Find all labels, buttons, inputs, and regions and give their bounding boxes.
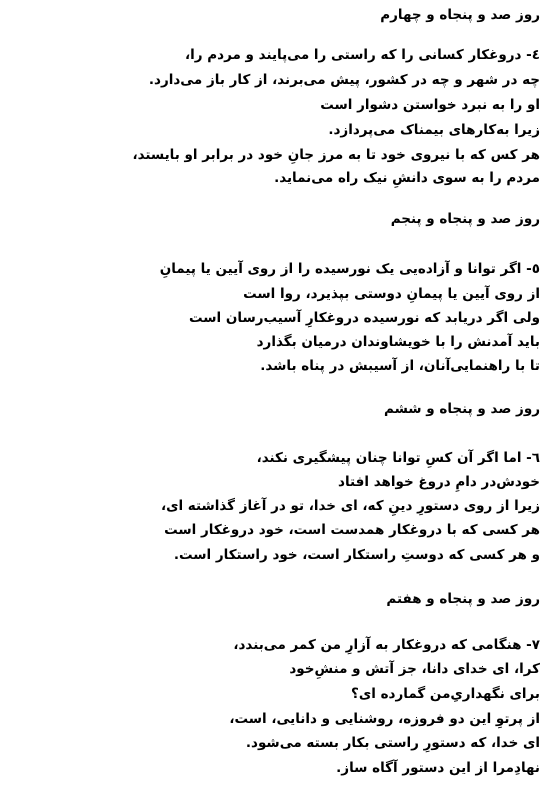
verse-line: زیرا از روی دستورِ دینِ که، ای خدا، تو در آغاز گذاشته ای، (160, 498, 540, 514)
verse-line: کرا، ای خدای دانا، جز آتش و منشِ‌خود (289, 661, 540, 677)
section-heading: روز صد و پنجاه و چهارم (380, 7, 540, 23)
verse-line: مردم را به سوی دانشِ نیک راه می‌نماید. (274, 170, 540, 186)
verse-line: نهادِ‌مرا از این دستور آگاه ساز. (336, 760, 540, 776)
verse-line: باید آمدنش را با خویشاوندان درمیان بگذارد (256, 334, 540, 350)
verse-line: هر کسی که با دروغکار همدست است، خود دروغکار است (164, 522, 540, 538)
verse-line: ای خدا، که دستورِ راستی بکار بسته می‌شود. (245, 735, 540, 751)
verse-line: زیرا به‌کارهای بیمناک می‌پردازد. (328, 122, 540, 138)
verse-line: ٦- اما اگر آن کسِ توانا چنان پیشگیری نکند، (256, 450, 540, 466)
verse-line: خودش‌در دامِ دروغ خواهد افتاد (338, 474, 540, 490)
section-heading: روز صد و پنجاه و ششم (383, 401, 540, 417)
verse-line: ٥- اگر توانا و آزاده‌یی یک نورسیده را از روی آیین یا پیمانِ (159, 261, 540, 277)
verse-line: او را به نبرد خواستن دشوار است (320, 97, 540, 113)
section-heading: روز صد و پنجاه و پنجم (390, 211, 540, 227)
verse-line: ولی اگر دریابد که نورسیده دروغکارِ آسیب‌رسان است (188, 310, 540, 326)
verse-line: چه در شهر و چه در کشور، پیش می‌برند، از کار باز می‌دارد. (148, 72, 540, 88)
verse-line: برای نگهداریِ‌من گمارده ای؟ (351, 686, 540, 702)
verse-line: تا با راهنمایی‌آنان، از آسیبش در پناه باشد. (260, 358, 540, 374)
verse-line: از پرتوِ این دو فروزه، روشنایی و دانایی، است، (229, 711, 540, 727)
verse-line: ٧- هنگامی که دروغکار به آزارِ من کمر می‌بندد، (233, 637, 540, 653)
verse-line: ٤- دروغکار کسانی را که راستی را می‌پایند و مردم را، (185, 47, 540, 63)
section-heading: روز صد و پنجاه و هفتم (386, 591, 540, 607)
verse-line: و هر کسی که دوستِ راستکار است، خود راستکار است. (173, 547, 540, 563)
verse-line: هر کس که با نیروی خود تا به مرز جانِ خود در برابر او بایستد، (132, 147, 540, 163)
verse-line: از روی آیین یا پیمانِ دوستی بپذیرد، روا است (243, 286, 540, 302)
